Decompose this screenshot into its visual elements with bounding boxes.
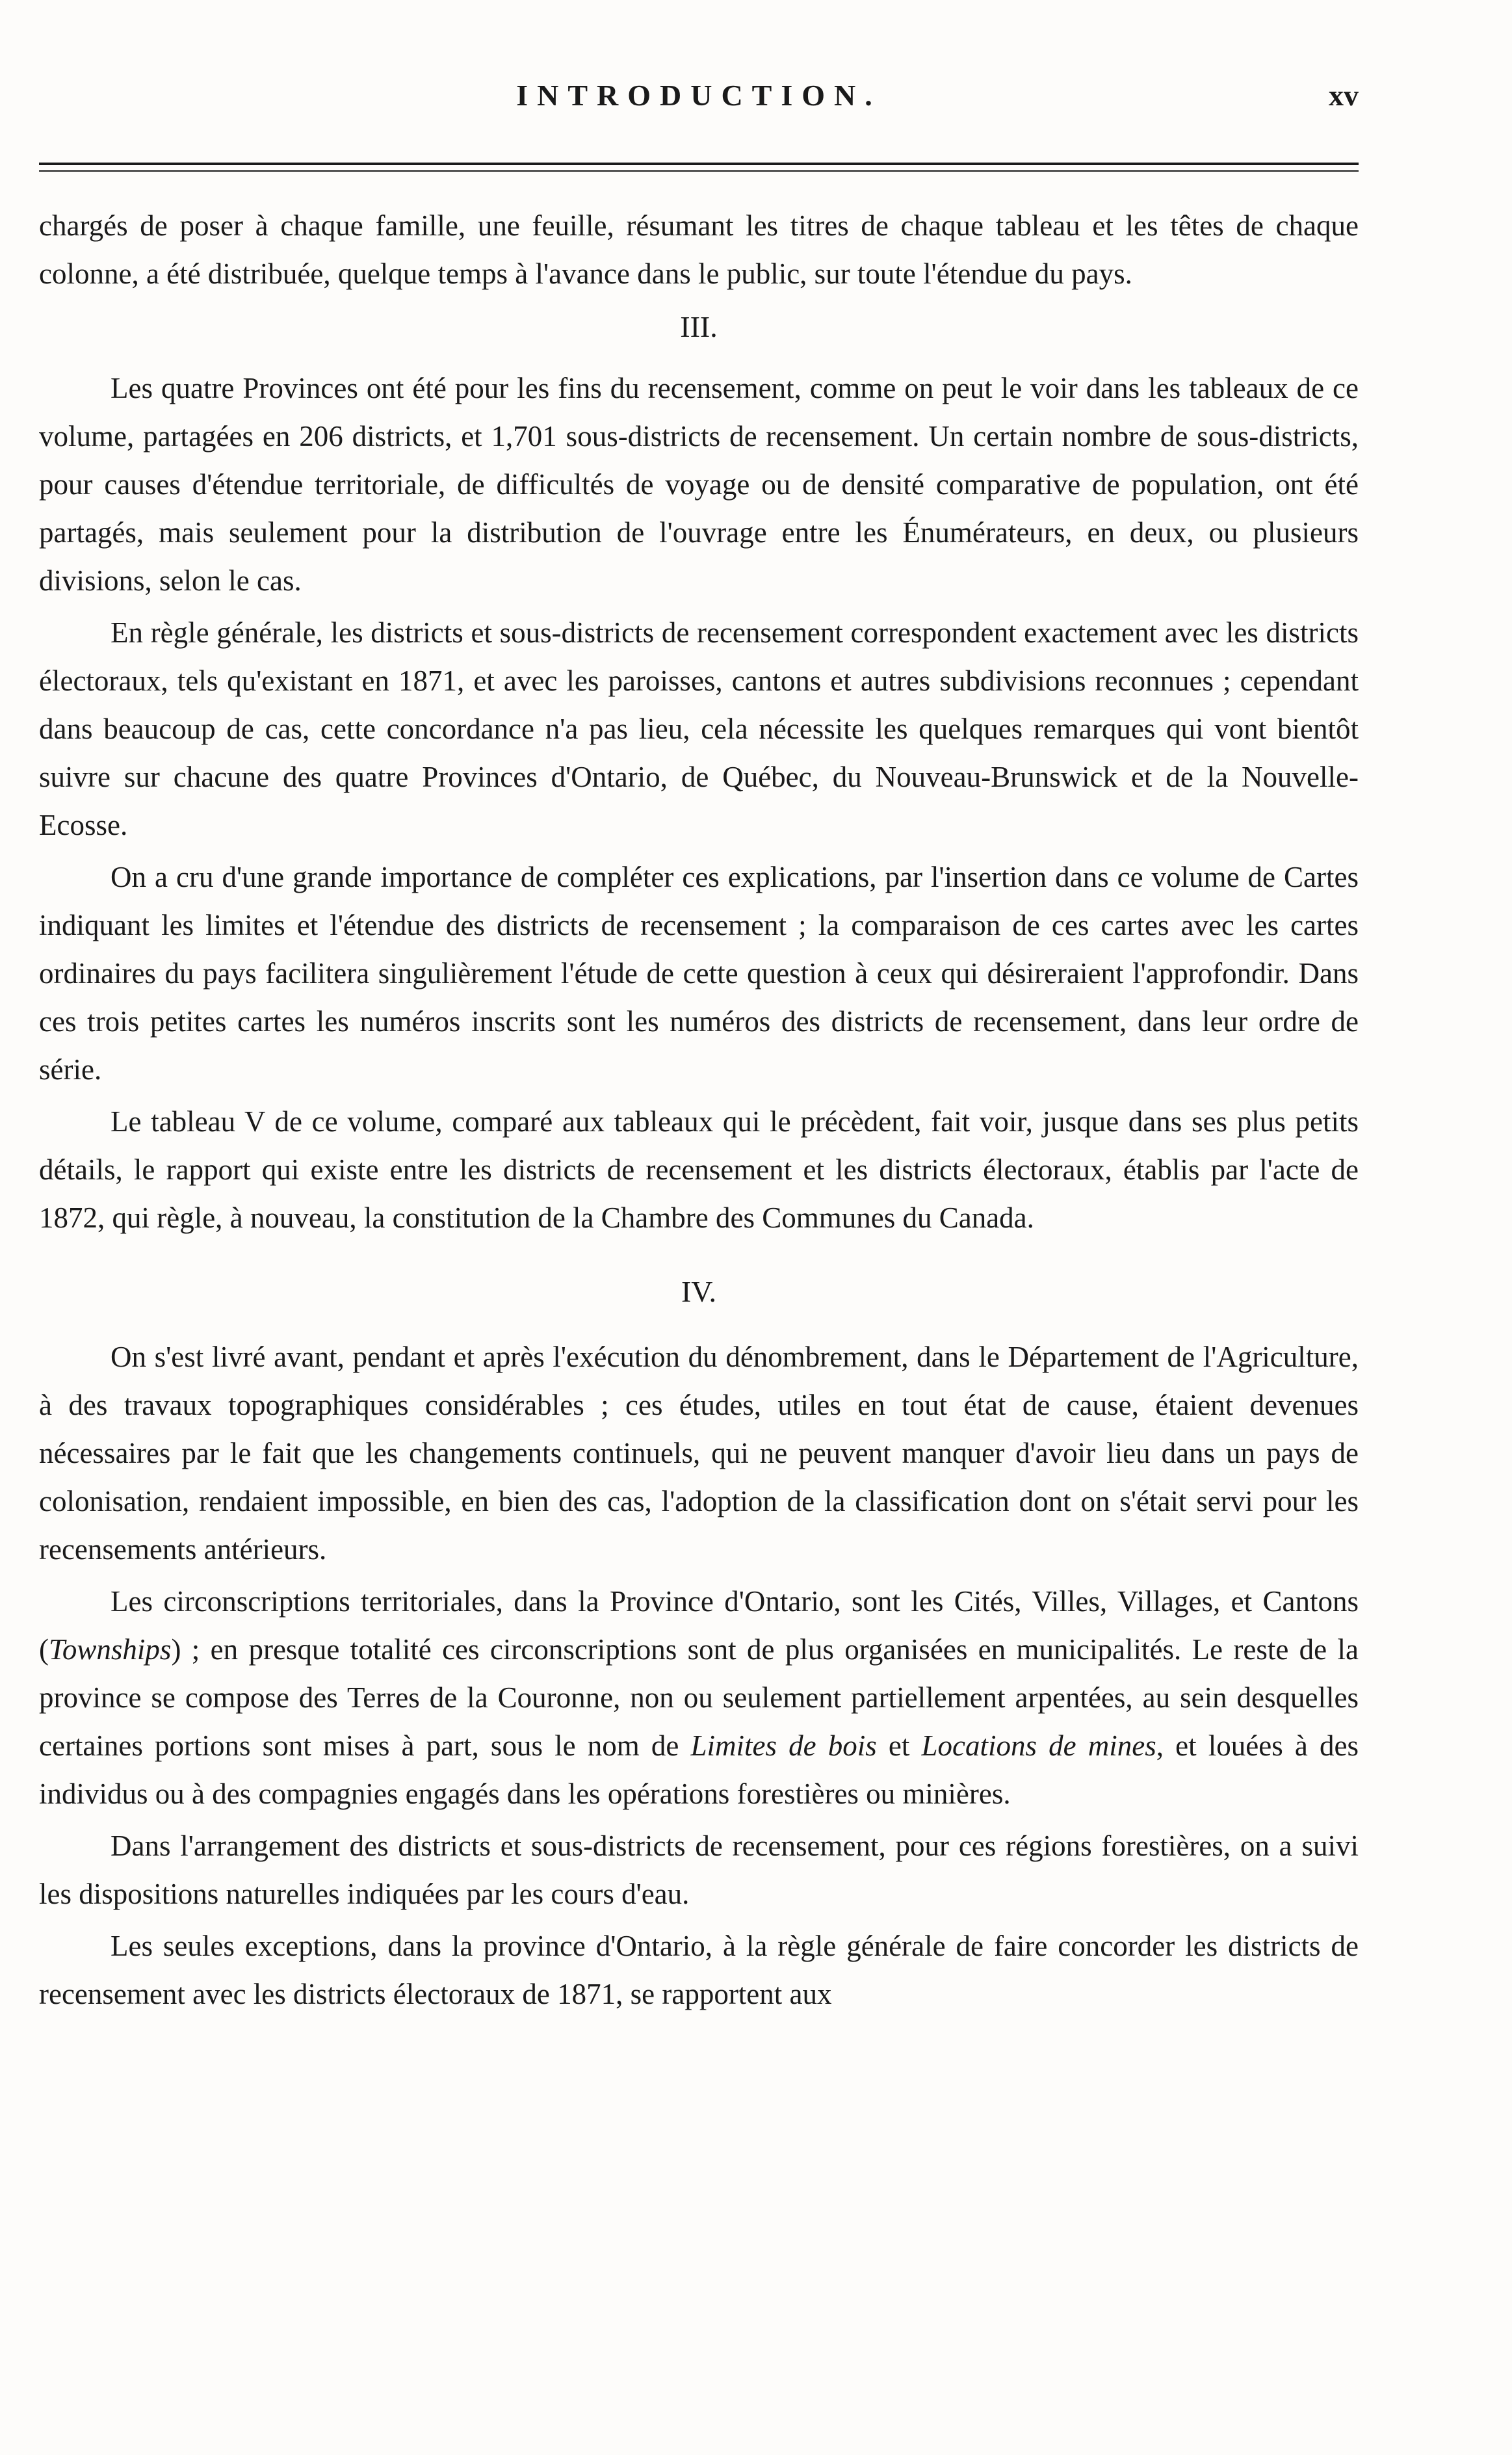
text-run: , et louées à des individus ou à des compagnies engagés dans les opérations forestières ou minières. (39, 1729, 1359, 1810)
italic-term: Locations de mines (921, 1729, 1156, 1762)
paragraph: Le tableau V de ce volume, comparé aux tableaux qui le précèdent, fait voir, jusque dans ses plus petits détails, le rapport qui existe entre les districts de recensement et les districts électoraux, établis par l'acte de 1872, qui règle, à nouveau, la constitution de la Chambre des Communes du Canada. (39, 1105, 1359, 1234)
text-run: et (876, 1729, 922, 1762)
paragraph: Dans l'arrangement des districts et sous-districts de recensement, pour ces régions forestières, on a suivi les dispositions naturelles indiquées par les cours d'eau. (39, 1830, 1359, 1910)
page-header (39, 78, 1359, 130)
header-rule-thick (39, 163, 1359, 165)
page-number: xv (1329, 79, 1359, 112)
text-run: Les circonscriptions territoriales, dans la Province d'Ontario, sont les Cités, Villes, Villages, et Cantons ( (39, 1585, 1359, 1666)
page (39, 78, 1359, 2010)
header-rule-thin (39, 170, 1359, 172)
paragraph: On s'est livré avant, pendant et après l'exécution du dénombrement, dans le Département de l'Agriculture, à des travaux topographiques considérables ; ces études, utiles en tout état de cause, étaient devenues nécessaires par le fait que les changements continuels, qui ne peuvent manquer d'avoir lieu dans un pays de colonisation, rendaient impossible, en bien des cas, l'adoption de la classification dont on s'était servi pour les recensements antérieurs. (39, 1341, 1359, 1566)
italic-term: Limites de bois (690, 1729, 877, 1762)
paragraph: On a cru d'une grande importance de compléter ces explications, par l'insertion dans ce volume de Cartes indiquant les limites et l'étendue des districts de recensement ; la comparaison de ces cartes avec les cartes ordinaires du pays facilitera singulièrement l'étude de cette question à ceux qui désireraient l'approfondir. Dans ces trois petites cartes les numéros inscrits sont les numéros des districts de recensement, dans leur ordre de série. (39, 861, 1359, 1086)
text-run: ) ; en presque totalité ces circonscriptions sont de plus organisées en municipalités. Le reste de la province se compose des Terres de la Couronne, non ou seulement partiellement arpentées, au sein desquelles certaines portions sont mises à part, sous le nom de (39, 1633, 1359, 1762)
italic-term: Townships (49, 1633, 172, 1666)
paragraph (39, 1577, 1359, 1818)
paragraph: En règle générale, les districts et sous-districts de recensement correspondent exactement avec les districts électoraux, tels qu'existant en 1871, et avec les paroisses, cantons et autres subdivisions reconnues ; cependant dans beaucoup de cas, cette concordance n'a pas lieu, cela nécessite les quelques remarques qui vont bientôt suivre sur chacune des quatre Provinces d'Ontario, de Québec, du Nouveau-Brunswick et de la Nouvelle-Ecosse. (39, 616, 1359, 841)
running-title: INTRODUCTION. (516, 79, 881, 112)
body-text (39, 202, 1359, 2018)
paragraph: Les seules exceptions, dans la province d'Ontario, à la règle générale de faire concorder les districts de recensement avec les districts électoraux de 1871, se rapportent aux (39, 1930, 1359, 2010)
paragraph-continued: chargés de poser à chaque famille, une feuille, résumant les titres de chaque tableau et les têtes de chaque colonne, a été distribuée, quelque temps à l'avance dans le public, sur toute l'étendue du pays. (39, 209, 1359, 290)
paragraph: Les quatre Provinces ont été pour les fins du recensement, comme on peut le voir dans les tableaux de ce volume, partagées en 206 districts, et 1,701 sous-districts de recensement. Un certain nombre de sous-districts, pour causes d'étendue territoriale, de difficultés de voyage ou de densité comparative de population, ont été partagés, mais seulement pour la distribution de l'ouvrage entre les Énumérateurs, en deux, ou plusieurs divisions, selon le cas. (39, 372, 1359, 597)
section-heading-iii: III. (680, 310, 718, 343)
section-heading-iv: IV. (681, 1275, 717, 1308)
